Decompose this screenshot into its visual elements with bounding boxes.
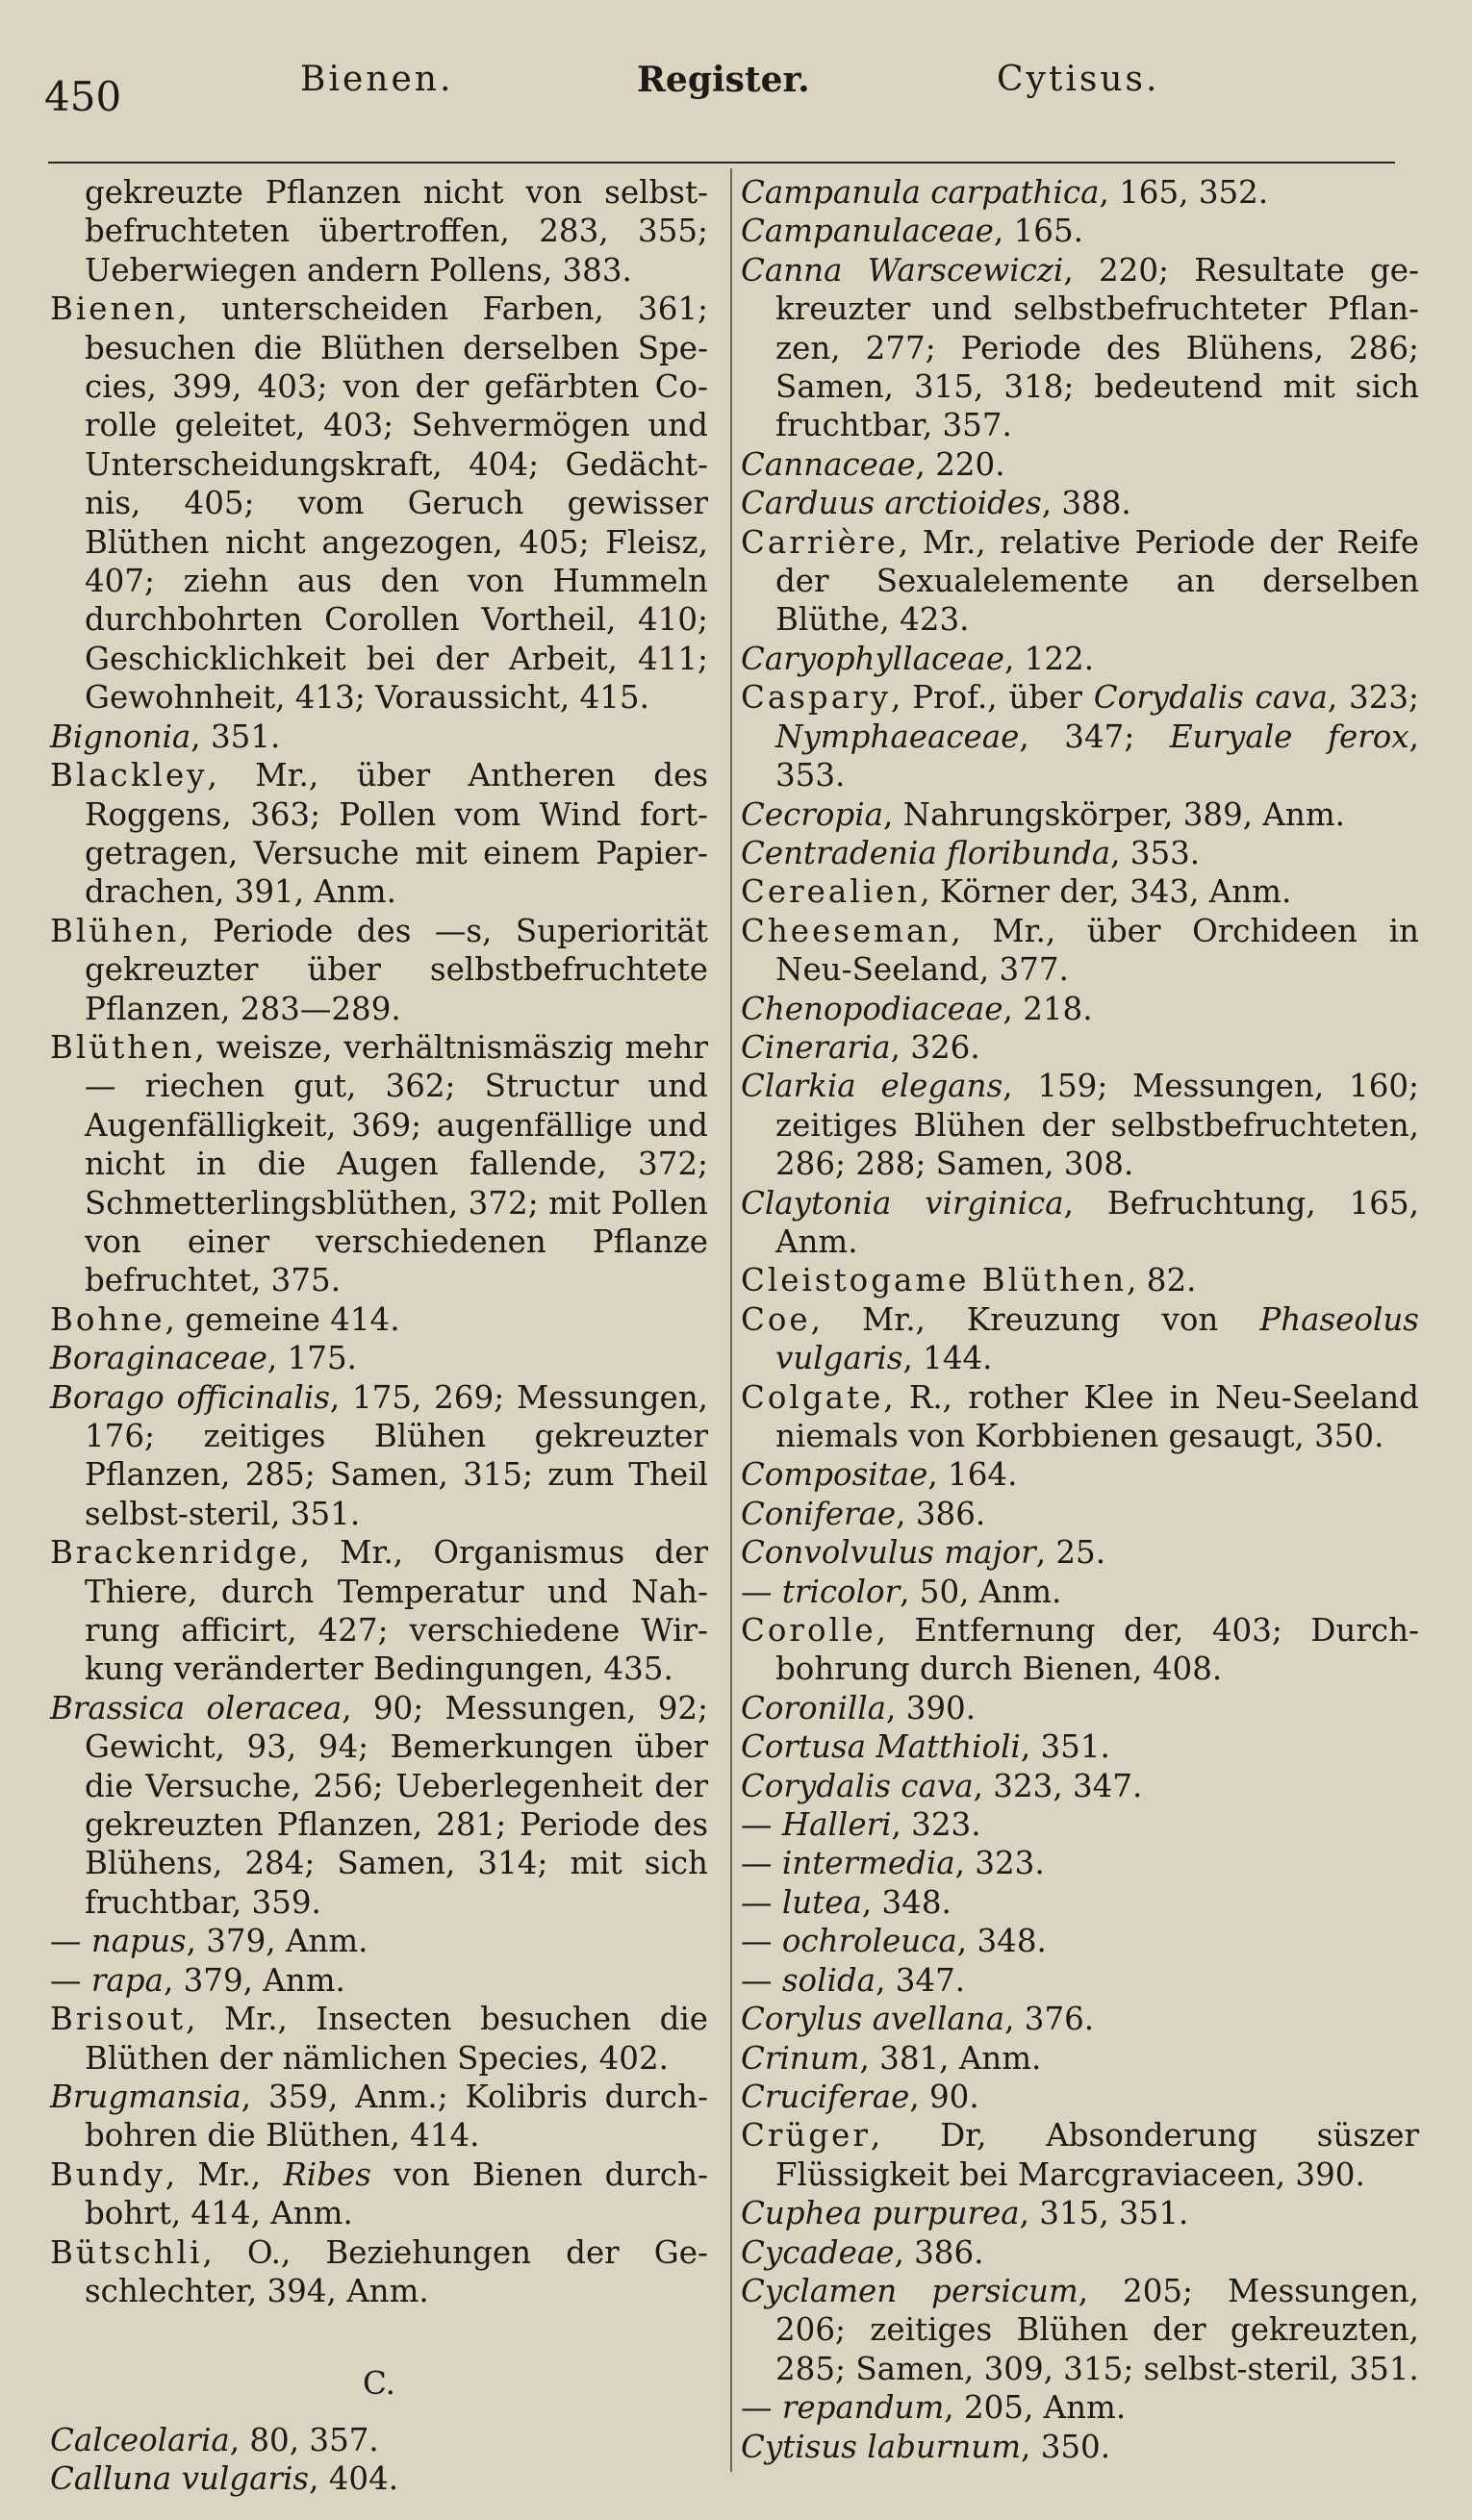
entry-text: , 165. (993, 213, 1083, 250)
entry-text: , 379, Anm. (186, 1923, 368, 1960)
entry-keyword: Cleistogame Blüthen (741, 1262, 1128, 1299)
entry-taxon-name: Cyclamen persicum (741, 2272, 1079, 2309)
index-entry (741, 1300, 1419, 1378)
entry-text: , Mr., über Antheren des Roggens, 363; Pollen vom Wind fortgetragen, Versuche mit einem Papierdrachen, 391, Anm. (85, 757, 708, 911)
entry-text: — (741, 1806, 782, 1844)
entry-taxon-name: Ribes (283, 2155, 371, 2193)
entry-text: , 90; Messungen, 92; Gewicht, 93, 94; Bemerkungen über die Versuche, 256; Ueberlegenheit der gekreuzten Pflanzen, 281; Periode des Blühens, 284; Samen, 314; mit sich fruchtbar, 359. (85, 1689, 709, 1921)
entry-taxon-name: Cycadeae (741, 2233, 895, 2271)
entry-keyword: Crüger (741, 2117, 871, 2155)
index-entry (741, 1611, 1419, 1689)
entry-text: , 82. (1127, 1262, 1197, 1299)
entry-keyword: Caspary (741, 679, 891, 717)
entry-text: — (741, 1845, 782, 1882)
entry-text: , Mr., über Orchideen in Neu-Seeland, 377. (775, 912, 1419, 989)
entry-text: , 175. (266, 1340, 357, 1377)
entry-taxon-name: Cannaceae (741, 445, 916, 483)
entry-text: , 323, 347. (973, 1767, 1143, 1804)
section-letter: C. (362, 2365, 396, 2403)
entry-keyword: Carrière (741, 523, 899, 561)
entry-text: , 164. (927, 1456, 1018, 1494)
entry-taxon-name: Nymphaeaceae (775, 718, 1020, 755)
entry-taxon-name: Bignonia (50, 718, 191, 755)
entry-taxon-name: Campanulaceae (741, 213, 994, 250)
header-right-keyword: Cytisus. (997, 60, 1160, 99)
index-entry (741, 678, 1419, 794)
index-entry (741, 212, 1419, 250)
entry-text: , 323; (1327, 679, 1419, 717)
index-entry (741, 872, 1419, 911)
entry-text: , 205, Anm. (944, 2389, 1127, 2427)
entry-keyword: Blackley (50, 757, 208, 794)
entry-keyword: Blüthen (50, 1028, 195, 1066)
entry-text: , 165, 352. (1099, 174, 1269, 211)
index-entry (741, 1961, 1419, 2000)
entry-keyword: Bohne (50, 1300, 165, 1338)
index-entry (741, 1261, 1419, 1299)
index-entry (741, 484, 1419, 522)
index-entry (741, 640, 1419, 678)
entry-taxon-name: Coronilla (741, 1689, 887, 1726)
entry-text: , 220; Resultate gekreuzter und selbstbefruchteter Pflanzen, 277; Periode des Blühens, 286; Samen, 315, 318; bedeutend mit sich fruchtbar, 357. (775, 251, 1419, 444)
index-entry (741, 1689, 1419, 1727)
entry-taxon-name: Clarkia elegans (741, 1068, 1003, 1105)
entry-text: , 175, 269; Messungen, 176; zeitiges Blühen gekreuzter Pflanzen, 285; Samen, 315; zum Theil selbst-steril, 351. (85, 1378, 708, 1532)
entry-taxon-name: lutea (781, 1883, 862, 1921)
entry-text: — (50, 1961, 91, 1999)
index-entry (741, 2388, 1419, 2427)
index-entry (50, 1339, 708, 1377)
entry-taxon-name: Caryophyllaceae (741, 640, 1005, 677)
index-entry (50, 912, 708, 1028)
entry-keyword: Bundy (50, 2155, 165, 2193)
index-entry (741, 2428, 1419, 2466)
entry-taxon-name: Brugmansia (50, 2078, 241, 2115)
index-column-right (741, 173, 1419, 2466)
entry-text: , 386. (894, 2233, 984, 2271)
entry-taxon-name: Corydalis cava (1093, 679, 1328, 717)
index-entry (741, 2116, 1419, 2194)
entry-text: , 144. (902, 1340, 993, 1377)
entry-text: , unterscheiden Farben, 361; besuchen die Blüthen derselben Species, 399, 403; von der gefärbten Corolle geleitet, 403; Sehvermögen und Unterscheidungskraft, 404; Gedächtnis, 405; vom Geruch gewisser Blüthen nicht angezogen, 405; Fleisz, 407; ziehn aus den von Hummeln durchbohrten Corollen Vortheil, 410; Geschicklichkeit bei der Arbeit, 411; Gewohnheit, 413; Voraussicht, 415. (85, 290, 708, 717)
entry-text: gekreuzte Pflanzen nicht von selbstbefruchteten übertroffen, 283, 355; Ueberwiegen andern Pollens, 383. (85, 174, 708, 289)
index-entry (50, 1961, 708, 2000)
header-left-keyword: Bienen. (300, 60, 454, 99)
index-entry (741, 1184, 1419, 1262)
index-entry (50, 2000, 708, 2078)
entry-keyword: Bienen (50, 290, 178, 328)
entry-keyword: Blühen (50, 912, 180, 949)
entry-text: — (741, 1573, 782, 1610)
index-entry (741, 445, 1419, 484)
entry-keyword: Brackenridge (50, 1534, 300, 1572)
entry-taxon-name: Claytonia virginica (741, 1184, 1064, 1222)
entry-text: , O., Beziehungen der Geschlechter, 394, Anm. (85, 2233, 708, 2309)
index-entry (741, 173, 1419, 212)
index-entry (741, 1727, 1419, 1766)
index-entry (50, 1028, 708, 1300)
index-entry (50, 1378, 708, 1534)
entry-text: , R., rother Klee in Neu-Seeland niemals von Korbbienen gesaugt, 350. (775, 1378, 1419, 1454)
entry-text: , 388. (1041, 485, 1131, 522)
entry-taxon-name: tricolor (781, 1573, 901, 1610)
index-entry (741, 795, 1419, 834)
entry-taxon-name: repandum (781, 2389, 945, 2427)
entry-text: , weisze, verhältnismäszig mehr — riechen gut, 362; Structur und Augenfälligkeit, 369; augenfällige und nicht in die Augen fallende, 372; Schmetterlingsblüthen, 372; mit Pollen von einer verschiedenen Pflanze befruchtet, 375. (85, 1028, 708, 1299)
entry-text: , 348. (861, 1883, 952, 1921)
entry-text: , Mr., (165, 2155, 284, 2193)
entry-text: , 359, Anm.; Kolibris durchbohren die Blüthen, 414. (85, 2078, 708, 2155)
entry-taxon-name: solida (781, 1961, 876, 1999)
index-entry (50, 756, 708, 912)
index-entry (741, 523, 1419, 640)
entry-keyword: Bütschli (50, 2233, 203, 2271)
header-rule (48, 162, 1395, 164)
entry-taxon-name: rapa (90, 1961, 164, 1999)
index-entry (50, 1533, 708, 1689)
entry-text: , gemeine 414. (165, 1300, 400, 1338)
index-entry (741, 1767, 1419, 1805)
entry-taxon-name: Halleri (781, 1806, 892, 1844)
index-entry (50, 290, 708, 717)
index-entry (50, 2078, 708, 2155)
entry-keyword: Colgate (741, 1378, 884, 1416)
index-entry (741, 251, 1419, 445)
index-entry (50, 1300, 708, 1339)
index-entry (741, 990, 1419, 1028)
index-entry (50, 718, 708, 756)
entry-text: , 80, 357. (229, 2421, 379, 2458)
index-entry (741, 2039, 1419, 2078)
entry-text: , 353. (775, 718, 1419, 794)
entry-text: — (741, 1883, 782, 1921)
entry-text: , 323. (954, 1845, 1045, 1882)
entry-keyword: Cheeseman (741, 912, 952, 949)
index-entry (741, 1455, 1419, 1494)
entry-text: , 323. (891, 1806, 981, 1844)
entry-text: , 122. (1004, 640, 1095, 677)
entry-text: , Mr., Organismus der Thiere, durch Temperatur und Nahrung afficirt, 427; verschiedene Wirkung veränderter Bedingungen, 435. (85, 1534, 708, 1688)
entry-taxon-name: Brassica oleracea (50, 1689, 343, 1726)
index-entry (50, 1922, 708, 1960)
entry-taxon-name: Cecropia (741, 795, 883, 833)
entry-keyword: Corolle (741, 1612, 876, 1650)
entry-text: , 347. (876, 1961, 966, 1999)
entry-text: — (741, 2389, 782, 2427)
entry-text: , Befruchtung, 165, Anm. (775, 1184, 1419, 1260)
entry-taxon-name: Cytisus laburnum (741, 2428, 1022, 2465)
entry-text: , 326. (890, 1028, 980, 1066)
index-entry (50, 2421, 708, 2459)
entry-taxon-name: Cuphea purpurea (741, 2195, 1020, 2232)
entry-taxon-name: Carduus arctioides (741, 485, 1042, 522)
index-entry (50, 2233, 708, 2311)
index-entry (741, 1533, 1419, 1572)
entry-text: , 90. (909, 2078, 979, 2115)
entry-taxon-name: Crinum (741, 2039, 860, 2077)
entry-text: , 351. (190, 718, 281, 755)
index-entry-continuation (50, 173, 708, 290)
entry-taxon-name: Phaseolus vulgaris (775, 1300, 1419, 1377)
entry-text: , 220. (915, 445, 1005, 483)
entry-taxon-name: Corydalis cava (741, 1767, 974, 1804)
entry-text: , 379, Anm. (163, 1961, 345, 1999)
entry-taxon-name: Convolvulus major (741, 1534, 1036, 1572)
page-number: 450 (44, 73, 122, 120)
index-entry (741, 834, 1419, 872)
index-entry (741, 912, 1419, 990)
entry-taxon-name: Compositae (741, 1456, 928, 1494)
index-entry (741, 2000, 1419, 2038)
entry-taxon-name: Cineraria (741, 1028, 891, 1066)
entry-keyword: Coe (741, 1300, 811, 1338)
column-divider (730, 168, 732, 2472)
header-title: Register. (637, 60, 810, 100)
entry-text: , 353. (1110, 834, 1201, 871)
entry-text: , Mr., Insecten besuchen die Blüthen der nämlichen Species, 402. (85, 2001, 708, 2077)
entry-taxon-name: Cortusa Matthioli (741, 1728, 1021, 1766)
entry-text: , 376. (1004, 2001, 1095, 2038)
entry-taxon-name: Boraginaceae (50, 1340, 267, 1377)
entry-text: , Entfernung der, 403; Durchbohrung durch Bienen, 408. (775, 1612, 1419, 1688)
entry-taxon-name: intermedia (781, 1845, 955, 1882)
entry-taxon-name: Calceolaria (50, 2421, 230, 2458)
entry-text: , 347; (1019, 718, 1170, 755)
entry-text: , Prof., über (891, 679, 1094, 717)
index-entry (741, 2078, 1419, 2116)
index-entry (50, 2459, 708, 2498)
index-entry (741, 2194, 1419, 2232)
entry-text: , 159; Messungen, 160; zeitiges Blühen der selbstbefruchteten, 286; 288; Samen, 308. (775, 1068, 1419, 1183)
index-entry (741, 1883, 1419, 1922)
entry-text: , 25. (1035, 1534, 1106, 1572)
entry-taxon-name: Corylus avellana (741, 2001, 1005, 2038)
index-entry (741, 1378, 1419, 1456)
entry-text: , Mr., relative Periode der Reife der Sexualelemente an derselben Blüthe, 423. (775, 523, 1419, 639)
entry-text: , Dr, Absonderung süszer Flüssigkeit bei Marcgraviaceen, 390. (775, 2117, 1419, 2193)
entry-taxon-name: ochroleuca (781, 1923, 957, 1960)
entry-taxon-name: Centradenia floribunda (741, 834, 1111, 871)
entry-taxon-name: Cruciferae (741, 2078, 910, 2115)
entry-taxon-name: Coniferae (741, 1495, 897, 1532)
entry-text: — (50, 1923, 91, 1960)
entry-text: , 218. (1002, 990, 1093, 1027)
index-entry (741, 1573, 1419, 1611)
index-entry (741, 2233, 1419, 2272)
entry-text: , Körner der, 343, Anm. (920, 873, 1292, 911)
index-entry (741, 1805, 1419, 1844)
index-entry (741, 1028, 1419, 1067)
entry-taxon-name: Euryale ferox (1169, 718, 1409, 755)
entry-taxon-name: Campanula carpathica (741, 174, 1100, 211)
entry-text: von Bienen durchbohrt, 414, Anm. (85, 2155, 708, 2232)
entry-taxon-name: Borago officinalis (50, 1378, 330, 1416)
index-entry (741, 1495, 1419, 1533)
index-entry (741, 1844, 1419, 1882)
index-column-left (50, 173, 708, 2499)
entry-text: , Periode des —s, Superiorität gekreuzter über selbstbefruchtete Pflanzen, 283—289. (85, 912, 708, 1027)
entry-taxon-name: Canna Warscewiczi (741, 251, 1064, 289)
entry-text: , 50, Anm. (900, 1573, 1062, 1610)
entry-text: , 404. (309, 2460, 399, 2498)
entry-taxon-name: Calluna vulgaris (50, 2460, 310, 2498)
entry-text: , Nahrungskörper, 389, Anm. (882, 795, 1345, 833)
index-entry (741, 1922, 1419, 1960)
entry-text: — (741, 1923, 782, 1960)
index-entry (50, 1689, 708, 1922)
index-entry (50, 2155, 708, 2233)
entry-text: , 350. (1021, 2428, 1111, 2465)
entry-text: , 390. (886, 1689, 977, 1726)
entry-text: , 386. (896, 1495, 986, 1532)
entry-keyword: Cerealien (741, 873, 921, 911)
entry-text: — (741, 1961, 782, 1999)
entry-taxon-name: napus (90, 1923, 187, 1960)
index-entry (741, 2272, 1419, 2388)
index-entry (741, 1067, 1419, 1183)
running-header (38, 56, 1385, 123)
entry-taxon-name: Chenopodiaceae (741, 990, 1003, 1027)
entry-text: , 315, 351. (1019, 2195, 1189, 2232)
entry-text: , 205; Messungen, 206; zeitiges Blühen der gekreuzten, 285; Samen, 309, 315; selbst-steril, 351. (775, 2272, 1419, 2387)
entry-text: , 348. (956, 1923, 1047, 1960)
entry-keyword: Brisout (50, 2001, 187, 2038)
entry-text: , 351. (1020, 1728, 1110, 1766)
entry-text: , 381, Anm. (859, 2039, 1042, 2077)
entry-text: , Mr., Kreuzung von (810, 1300, 1260, 1338)
